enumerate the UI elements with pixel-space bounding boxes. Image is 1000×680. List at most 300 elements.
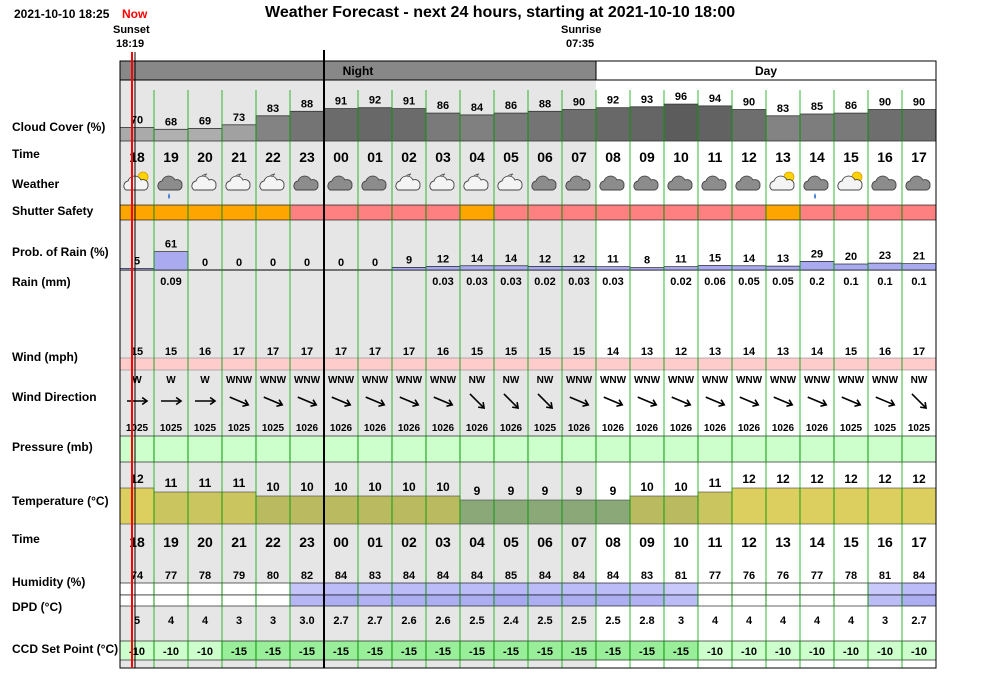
cloud-value: 85	[810, 101, 824, 113]
cloud-rain-icon	[804, 176, 828, 199]
cloud-icon	[906, 176, 930, 190]
temperature-bar	[732, 488, 766, 524]
cloud-bar	[868, 110, 902, 142]
ccd-value: -15	[469, 646, 485, 658]
humidity-bar	[868, 583, 902, 595]
temperature-bar	[630, 496, 664, 524]
temperature-value: 9	[575, 484, 583, 498]
sunset-label: Sunset	[113, 24, 150, 36]
humidity-value: 83	[640, 570, 654, 582]
time-label: 00	[333, 149, 349, 165]
pressure-value: 1026	[363, 423, 387, 434]
shutter-cell	[834, 205, 868, 220]
dpd-value: 4	[847, 615, 855, 627]
wind-value: 12	[674, 346, 688, 358]
time-label: 10	[673, 149, 689, 165]
ccd-value: -10	[163, 646, 179, 658]
cloud-bar	[664, 104, 698, 141]
humidity-value: 84	[572, 570, 586, 582]
row-label: Humidity (%)	[12, 575, 86, 589]
dpd-value: 4	[813, 615, 821, 627]
humidity-value: 76	[742, 570, 756, 582]
shutter-cell	[392, 205, 426, 220]
page-title: Weather Forecast - next 24 hours, starting at 2021-10-10 18:00	[265, 4, 736, 21]
humidity-bar	[766, 583, 800, 595]
pressure-bar	[460, 436, 494, 462]
humidity-bar	[596, 583, 630, 595]
rain-prob-value: 61	[164, 238, 178, 251]
rain-prob-value: 12	[538, 253, 552, 266]
pressure-bar	[732, 436, 766, 462]
pressure-bar	[800, 436, 834, 462]
pressure-bar	[698, 436, 732, 462]
ccd-value: -15	[673, 646, 689, 658]
wind-bar	[392, 358, 426, 370]
row-label: Pressure (mb)	[12, 440, 93, 454]
pressure-bar	[324, 436, 358, 462]
humidity-bar	[460, 583, 494, 595]
time-label: 16	[877, 534, 893, 550]
time-label: 02	[401, 534, 417, 550]
ccd-value: -15	[401, 646, 417, 658]
humidity-bar	[528, 583, 562, 595]
humidity-value: 78	[198, 570, 212, 582]
humidity-bar-lower	[834, 595, 868, 606]
wind-value: 17	[402, 346, 416, 358]
humidity-bar-lower	[358, 595, 392, 606]
sunrise-time: 07:35	[566, 38, 595, 50]
humidity-value: 81	[674, 570, 688, 582]
pressure-value: 1026	[771, 423, 795, 434]
pressure-value: 1026	[567, 423, 591, 434]
wind-direction-label: WNW	[565, 375, 593, 386]
row-label: Rain (mm)	[12, 275, 71, 289]
humidity-bar-lower	[460, 595, 494, 606]
wind-bar	[460, 358, 494, 370]
ccd-value: -10	[197, 646, 213, 658]
rain-amount: 0.1	[877, 276, 893, 288]
dpd-value: 4	[201, 615, 209, 627]
wind-direction-label: W	[132, 375, 142, 386]
wind-bar	[596, 358, 630, 370]
wind-bar	[188, 358, 222, 370]
humidity-bar	[800, 583, 834, 595]
cloud-bar	[596, 108, 630, 141]
wind-bar	[562, 358, 596, 370]
time-label: 22	[265, 534, 281, 550]
rain-prob-value: 29	[810, 248, 824, 261]
rain-amount: 0.05	[738, 276, 760, 288]
temperature-value: 11	[164, 476, 178, 490]
ccd-value: -10	[809, 646, 825, 658]
ccd-value: -10	[877, 646, 893, 658]
time-label: 06	[537, 534, 553, 550]
time-label: 19	[163, 149, 179, 165]
pressure-value: 1026	[737, 423, 761, 434]
temperature-bar	[664, 496, 698, 524]
rain-amount: 0.03	[500, 276, 522, 288]
humidity-bar	[222, 583, 256, 595]
pressure-value: 1026	[397, 423, 421, 434]
dpd-value: 2.5	[571, 615, 587, 627]
ccd-value: -15	[503, 646, 519, 658]
temperature-bar	[324, 496, 358, 524]
shutter-cell	[154, 205, 188, 220]
shutter-cell	[426, 205, 460, 220]
humidity-value: 77	[164, 570, 178, 582]
pressure-value: 1026	[499, 423, 523, 434]
pressure-value: 1026	[295, 423, 319, 434]
row-label: Wind (mph)	[12, 350, 78, 364]
humidity-value: 79	[232, 570, 246, 582]
shutter-cell	[528, 205, 562, 220]
cloud-icon	[702, 176, 726, 190]
wind-direction-label: WNW	[599, 375, 627, 386]
humidity-bar-lower	[426, 595, 460, 606]
humidity-bar-lower	[528, 595, 562, 606]
rain-prob-bar	[766, 266, 800, 270]
temperature-bar	[562, 500, 596, 524]
ccd-value: -15	[605, 646, 621, 658]
humidity-bar-lower	[664, 595, 698, 606]
cloud-value: 93	[640, 93, 654, 106]
dpd-value: 2.7	[367, 615, 383, 627]
humidity-bar-lower	[868, 595, 902, 606]
row-label: Time	[12, 532, 40, 546]
dpd-value: 3.0	[299, 615, 315, 627]
rain-prob-bar	[596, 267, 630, 270]
dpd-value: 2.5	[537, 615, 553, 627]
wind-bar	[154, 358, 188, 370]
wind-value: 16	[436, 346, 450, 358]
cloud-value: 94	[708, 92, 722, 105]
wind-value: 15	[164, 346, 178, 358]
wind-direction-label: WNW	[225, 375, 253, 386]
time-label: 08	[605, 149, 621, 165]
humidity-value: 77	[708, 570, 722, 582]
cloud-bar	[834, 113, 868, 141]
wind-bar	[426, 358, 460, 370]
time-label: 13	[775, 534, 791, 550]
wind-bar	[494, 358, 528, 370]
time-label: 08	[605, 534, 621, 550]
humidity-bar	[324, 583, 358, 595]
pressure-value: 1026	[635, 423, 659, 434]
humidity-value: 84	[436, 570, 450, 582]
humidity-bar-lower	[800, 595, 834, 606]
cloud-bar	[154, 129, 188, 141]
pressure-value: 1026	[465, 423, 489, 434]
cloud-value: 83	[266, 102, 280, 115]
temperature-value: 10	[334, 480, 348, 494]
time-label: 09	[639, 149, 655, 165]
rain-prob-value: 11	[607, 253, 619, 266]
humidity-bar-lower	[732, 595, 766, 606]
wind-direction-label: WNW	[259, 375, 287, 386]
rain-amount: 0.09	[160, 276, 182, 288]
row-label: CCD Set Point (°C)	[12, 642, 119, 656]
temperature-value: 12	[912, 472, 926, 486]
humidity-bar-lower	[562, 595, 596, 606]
cloud-bar	[800, 114, 834, 141]
pressure-value: 1025	[227, 423, 251, 434]
time-label: 03	[435, 534, 451, 550]
rain-prob-bar	[154, 252, 188, 270]
time-label: 11	[707, 534, 723, 550]
wind-value: 15	[844, 346, 858, 358]
wind-direction-label: WNW	[769, 375, 797, 386]
humidity-bar	[732, 583, 766, 595]
wind-direction-label: WNW	[293, 375, 321, 386]
humidity-bar	[834, 583, 868, 595]
cloud-bar	[902, 110, 936, 142]
pressure-value: 1026	[669, 423, 693, 434]
wind-value: 15	[470, 346, 484, 358]
rain-prob-value: 0	[303, 257, 311, 269]
cloud-value: 92	[368, 94, 382, 107]
shutter-cell	[698, 205, 732, 220]
rain-prob-value: 8	[643, 254, 651, 267]
temperature-bar	[596, 500, 630, 524]
humidity-bar-lower	[256, 595, 290, 606]
wind-value: 13	[708, 346, 722, 358]
wind-bar	[222, 358, 256, 370]
pressure-bar	[358, 436, 392, 462]
temperature-value: 12	[130, 472, 144, 486]
humidity-value: 84	[470, 570, 484, 582]
cloud-value: 88	[300, 98, 314, 111]
ccd-value: -10	[129, 646, 145, 658]
wind-value: 14	[742, 346, 756, 358]
time-label: 00	[333, 534, 349, 550]
wind-value: 16	[878, 346, 892, 358]
wind-direction-label: NW	[910, 375, 928, 386]
temperature-bar	[188, 492, 222, 524]
rain-prob-value: 11	[675, 253, 687, 266]
ccd-value: -15	[265, 646, 281, 658]
ccd-value: -15	[537, 646, 553, 658]
shutter-cell	[358, 205, 392, 220]
temperature-bar	[698, 492, 732, 524]
cloud-value: 73	[232, 111, 246, 124]
temperature-value: 10	[674, 480, 688, 494]
row-label: Shutter Safety	[12, 204, 94, 218]
dpd-value: 2.7	[911, 615, 927, 627]
pressure-value: 1025	[839, 423, 863, 434]
time-label: 15	[843, 534, 859, 550]
wind-value: 16	[198, 346, 212, 358]
rain-prob-value: 21	[912, 250, 926, 263]
cloud-value: 86	[436, 100, 450, 113]
wind-bar	[800, 358, 834, 370]
rain-prob-value: 20	[844, 251, 858, 263]
time-label: 21	[231, 534, 247, 550]
rain-prob-value: 0	[201, 257, 209, 269]
cloud-value: 91	[334, 95, 348, 108]
cloud-value: 90	[572, 96, 586, 109]
pressure-bar	[494, 436, 528, 462]
humidity-bar-lower	[630, 595, 664, 606]
pressure-bar	[834, 436, 868, 462]
wind-direction-label: NW	[468, 375, 486, 386]
wind-direction-label: WNW	[667, 375, 695, 386]
rain-amount: 0.03	[602, 276, 624, 288]
rain-prob-value: 23	[878, 250, 892, 263]
time-label: 23	[299, 149, 315, 165]
ccd-value: -10	[741, 646, 757, 658]
cloud-bar	[188, 128, 222, 141]
wind-bar	[698, 358, 732, 370]
shutter-cell	[222, 205, 256, 220]
humidity-bar-lower	[596, 595, 630, 606]
temperature-bar	[868, 488, 902, 524]
temperature-value: 12	[878, 472, 892, 486]
wind-bar	[630, 358, 664, 370]
rain-prob-value: 0	[235, 257, 243, 269]
temperature-value: 11	[708, 476, 722, 490]
temperature-bar	[528, 500, 562, 524]
dpd-value: 4	[779, 615, 787, 627]
shutter-cell	[562, 205, 596, 220]
wind-value: 14	[606, 346, 620, 358]
rain-prob-bar	[562, 266, 596, 270]
cloud-bar	[120, 128, 154, 142]
ccd-value: -10	[707, 646, 723, 658]
temperature-bar	[392, 496, 426, 524]
dpd-value: 3	[269, 615, 277, 627]
humidity-bar	[562, 583, 596, 595]
cloud-value: 83	[776, 102, 790, 115]
pressure-bar	[188, 436, 222, 462]
wind-value: 17	[300, 346, 314, 358]
rain-amount: 0.05	[772, 276, 794, 288]
time-label: 14	[809, 149, 825, 165]
humidity-bar	[290, 583, 324, 595]
rain-amount: 0.1	[843, 276, 859, 288]
pressure-bar	[426, 436, 460, 462]
rain-amount: 0.03	[432, 276, 454, 288]
humidity-value: 74	[130, 570, 144, 582]
humidity-bar	[698, 583, 732, 595]
cloud-value: 90	[878, 96, 892, 109]
rain-prob-bar	[460, 266, 494, 270]
dpd-value: 2.5	[469, 615, 485, 627]
rain-prob-bar	[800, 261, 834, 270]
rain-amount: 0.03	[466, 276, 488, 288]
partly-cloudy-day-icon	[770, 172, 794, 190]
humidity-bar	[120, 583, 154, 595]
shutter-cell	[324, 205, 358, 220]
temperature-value: 10	[266, 480, 280, 494]
partly-cloudy-day-icon	[838, 172, 862, 190]
wind-direction-label: W	[200, 375, 210, 386]
pressure-value: 1025	[125, 423, 149, 434]
cloud-bar	[494, 113, 528, 141]
pressure-bar	[256, 436, 290, 462]
dpd-value: 4	[711, 615, 719, 627]
ccd-value: -10	[911, 646, 927, 658]
time-label: 05	[503, 534, 519, 550]
wind-bar	[868, 358, 902, 370]
pressure-value: 1025	[907, 423, 931, 434]
cloud-value: 96	[674, 91, 688, 104]
humidity-value: 84	[334, 570, 348, 582]
wind-bar	[324, 358, 358, 370]
temperature-value: 12	[776, 472, 790, 486]
wind-bar	[732, 358, 766, 370]
rain-prob-value: 14	[470, 252, 484, 265]
wind-value: 17	[368, 346, 382, 358]
wind-value: 17	[232, 346, 246, 358]
pressure-bar	[868, 436, 902, 462]
wind-bar	[528, 358, 562, 370]
humidity-bar	[630, 583, 664, 595]
rain-prob-value: 15	[708, 252, 722, 265]
ccd-value: -15	[299, 646, 315, 658]
cloud-bar	[290, 111, 324, 141]
dpd-value: 5	[133, 615, 141, 627]
time-label: 04	[469, 534, 485, 550]
temperature-value: 10	[640, 480, 654, 494]
time-label: 18	[129, 534, 145, 550]
cloud-value: 92	[606, 94, 620, 107]
temperature-value: 10	[436, 480, 450, 494]
dpd-value: 2.6	[435, 615, 451, 627]
pressure-value: 1026	[703, 423, 727, 434]
temperature-bar	[460, 500, 494, 524]
shutter-cell	[188, 205, 222, 220]
wind-bar	[358, 358, 392, 370]
dpd-value: 3	[235, 615, 243, 627]
time-label: 21	[231, 149, 247, 165]
row-label: Prob. of Rain (%)	[12, 245, 109, 259]
humidity-bar	[188, 583, 222, 595]
humidity-value: 80	[266, 570, 280, 582]
humidity-value: 84	[402, 570, 416, 582]
pressure-bar	[120, 436, 154, 462]
shutter-cell	[596, 205, 630, 220]
humidity-bar-lower	[222, 595, 256, 606]
wind-bar	[834, 358, 868, 370]
cloud-icon	[634, 176, 658, 190]
temperature-bar	[358, 496, 392, 524]
wind-direction-label: WNW	[429, 375, 457, 386]
cloud-value: 90	[912, 96, 926, 109]
rain-prob-bar	[902, 264, 936, 270]
time-label: 19	[163, 534, 179, 550]
time-label: 02	[401, 149, 417, 165]
wind-direction-label: NW	[502, 375, 520, 386]
time-label: 12	[741, 534, 757, 550]
wind-value: 15	[130, 346, 144, 358]
humidity-bar	[494, 583, 528, 595]
rain-prob-value: 14	[742, 252, 756, 265]
humidity-bar	[392, 583, 426, 595]
humidity-bar-lower	[494, 595, 528, 606]
pressure-bar	[902, 436, 936, 462]
ccd-value: -10	[775, 646, 791, 658]
shutter-cell	[460, 205, 494, 220]
shutter-cell	[290, 205, 324, 220]
pressure-value: 1025	[159, 423, 183, 434]
cloud-bar	[562, 110, 596, 142]
wind-value: 13	[776, 346, 790, 358]
cloud-icon	[668, 176, 692, 190]
temperature-bar	[256, 496, 290, 524]
time-label: 07	[571, 149, 587, 165]
time-label: 01	[367, 149, 383, 165]
time-label: 23	[299, 534, 315, 550]
